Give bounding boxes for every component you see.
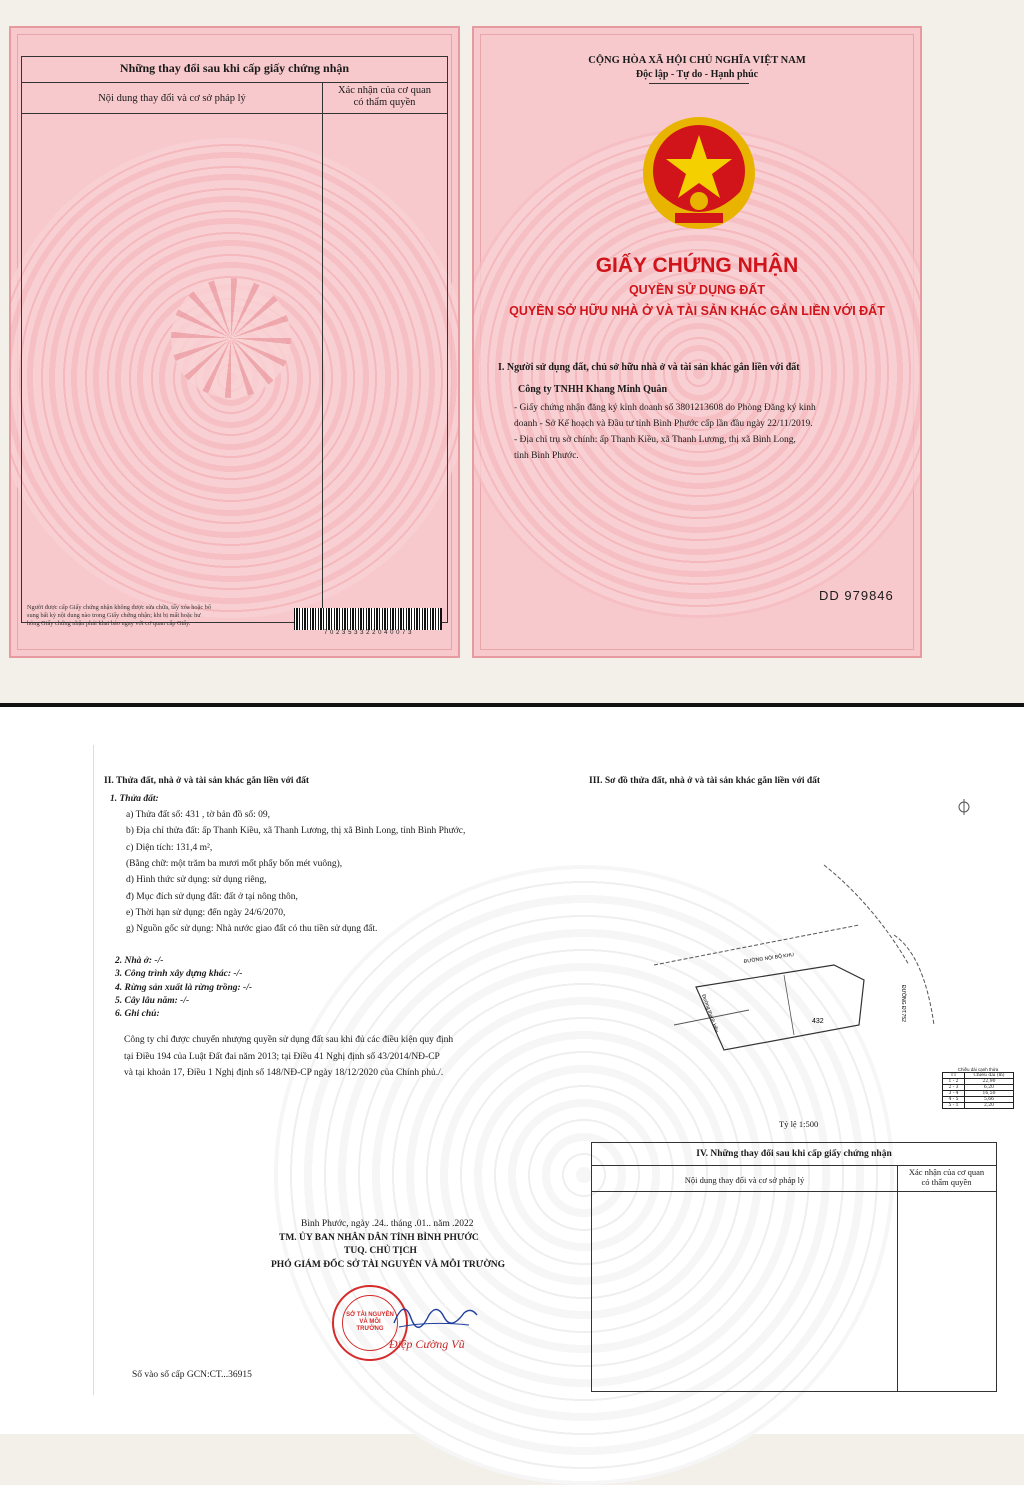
map-scale: Tỷ lệ 1:500 — [779, 1119, 819, 1129]
issuing-authority: TM. ỦY BAN NHÂN DÂN TỈNH BÌNH PHƯỚC — [279, 1233, 479, 1243]
national-emblem-icon — [639, 113, 759, 233]
changes-table — [21, 56, 448, 623]
issue-date: Bình Phước, ngày .24.. tháng .01.. năm .2022 — [301, 1219, 474, 1229]
warning-note: Người được cấp Giấy chứng nhận không được sửa chữa, tẩy xóa hoặc bổ sung bất kỳ nội dung nào trong Giấy chứng nhận; khi bị mất hoặc hư hỏng Giấy chứng nhận phải khai báo ngay với cơ quan cấp Giấy. — [27, 604, 211, 628]
left-certificate-page — [9, 26, 460, 658]
nation-name: CỘNG HÒA XÃ HỘI CHỦ NGHĨA VIỆT NAM — [588, 55, 806, 66]
changes-table-title: Những thay đổi sau khi cấp giấy chứng nhận — [119, 61, 350, 75]
section-owner-heading: I. Người sử dụng đất, chủ sở hữu nhà ở và tài sản khác gắn liền với đất — [498, 362, 800, 373]
changes-column-content: Nội dung thay đổi và cơ sở pháp lý — [684, 1175, 805, 1185]
owner-name: Công ty TNHH Khang Minh Quân — [518, 384, 668, 395]
adjacent-parcel-label: 432 — [812, 1018, 824, 1025]
certificate-subtitle-land: QUYỀN SỬ DỤNG ĐẤT — [628, 283, 766, 297]
official-seal-icon: SỞ TÀI NGUYÊN VÀ MÔI TRƯỜNG — [332, 1285, 408, 1361]
serial-number: DD 979846 — [819, 588, 894, 603]
barcode-number: 7 0 2 3 5 3 3 2 2 0 4 0 0 7 3 — [324, 630, 412, 636]
road-label-internal: ĐƯỜNG NỘI BỘ KHU — [743, 952, 795, 965]
registry-number: Số vào sổ cấp GCN:CT...36915 — [132, 1370, 252, 1380]
signer-name: Điệp Cường Vũ — [389, 1337, 465, 1351]
column-header-content: Nội dung thay đổi và cơ sở pháp lý — [98, 93, 246, 104]
road-label-dt752: ĐƯỜNG ĐT.752 — [900, 985, 906, 1022]
land-details: a) Thửa đất số: 431 , tờ bản đồ số: 09, b) Địa chỉ thửa đất: ấp Thanh Kiều, xã Thanh Lương, thị xã Bình Long, tỉnh Bình Phước, c) Diện tích: 131,4 m², (Bằng chữ: một trăm ba mươi mốt phẩy bốn mét vuông), d) Hình thức sử dụng: sử dụng riêng, đ) Mục đích sử dụng đất: đất ở tại nông thôn, e) Thời hạn sử dụng: đến ngày 24/6/2070, g) Nguồn gốc sử dụng: Nhà nước giao đất có thu tiền sử dụng đất. — [126, 810, 466, 935]
land-notes: Công ty chỉ được chuyển nhượng quyền sử dụng đất sau khi đủ các điều kiện quy định tại Điều 194 của Luật Đất đai năm 2013; tại Điều 41 Nghị định số 43/2014/NĐ-CP và tại khoản 17, Điều 1 Nghị định số 148/NĐ-CP ngày 18/12/2020 của Chính phủ./. — [124, 1035, 454, 1079]
land-other-items: 2. Nhà ở: -/- 3. Công trình xây dựng khác: -/- 4. Rừng sản xuất là rừng trồng: -/- 5. Cây lâu năm: -/- 6. Ghi chú: — [115, 956, 253, 1020]
handwritten-signature — [389, 1293, 479, 1333]
national-motto: Độc lập - Tự do - Hạnh phúc — [635, 69, 759, 80]
section-land-heading: II. Thửa đất, nhà ở và tài sản khác gắn liền với đất — [104, 776, 310, 786]
road-label-thanhkieu: Đường thanh kiều — [700, 993, 720, 1034]
owner-details: - Giấy chứng nhận đăng ký kinh doanh số 3801213608 do Phòng Đăng ký kinh doanh - Sở Kế hoạch và Đầu tư tỉnh Bình Phước cấp lần đầu ngày 22/11/2019. - Địa chỉ trụ sở chính: ấp Thanh Kiều, xã Thanh Lương, thị xã Bình Long, tỉnh Bình Phước. — [514, 403, 816, 462]
certificate-back-page — [93, 745, 1021, 1395]
parcel-431-outline — [696, 965, 864, 1050]
signer-position: PHÓ GIÁM ĐỐC SỞ TÀI NGUYÊN VÀ MÔI TRƯỜNG — [271, 1260, 505, 1270]
certificate-title: GIẤY CHỨNG NHẬN — [595, 254, 799, 277]
authorization: TUQ. CHỦ TỊCH — [344, 1246, 417, 1256]
right-certificate-page — [472, 26, 922, 658]
section-map-heading: III. Sơ đồ thửa đất, nhà ở và tài sản khác gắn liền với đất — [589, 776, 821, 786]
column-header-confirmation: Xác nhận của cơ quan có thẩm quyền — [337, 85, 431, 109]
changes-column-confirmation: Xác nhận của cơ quan có thẩm quyền — [908, 1167, 985, 1188]
section-changes-table — [591, 1142, 997, 1392]
barcode — [294, 608, 442, 630]
land-parcel-label: 1. Thửa đất: — [110, 794, 159, 804]
section-changes-heading: IV. Những thay đổi sau khi cấp giấy chứng nhận — [696, 1149, 892, 1159]
certificate-subtitle-house: QUYỀN SỞ HỮU NHÀ Ở VÀ TÀI SẢN KHÁC GẮN LIỀN VỚI ĐẤT — [509, 304, 885, 318]
edge-length-table: Chiều dài cạnh thửa TT Chiều dài (m) 1 - 2 22,90 2 - 3 6,20 3 - 4 16,50 4 - 5 5,66 5 - 1 2,20 — [942, 1067, 1014, 1109]
